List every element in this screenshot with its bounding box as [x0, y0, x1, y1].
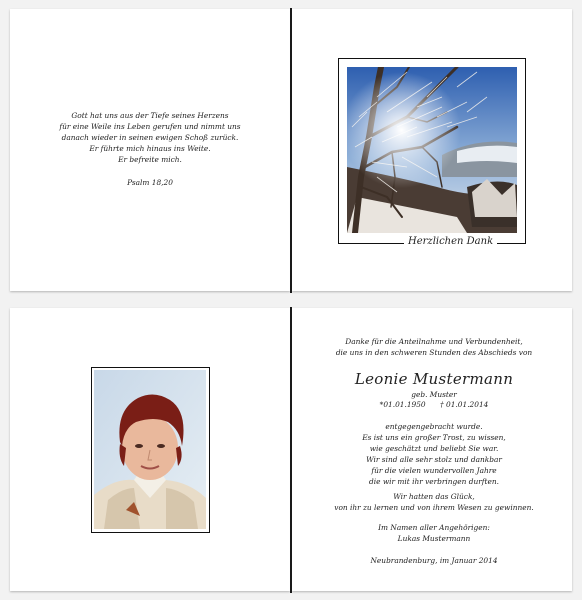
message-line: Es ist uns ein großer Trost, zu wissen,: [362, 433, 506, 442]
message-line: wie geschätzt und beliebt Sie war.: [369, 444, 499, 453]
message-line: entgegengebracht wurde.: [385, 422, 483, 431]
glueck-text: [298, 491, 570, 513]
death-date: † 01.01.2014: [440, 400, 489, 409]
place-date: Neubrandenburg, im Januar 2014: [370, 556, 498, 565]
psalm-text: [10, 110, 290, 188]
thanks-line: die uns in den schweren Stunden des Abschieds von: [335, 348, 533, 357]
thanks-line: Danke für die Anteilnahme und Verbundenheit,: [345, 337, 523, 346]
family-line: Im Namen aller Angehörigen:: [378, 523, 490, 532]
thanks-text: [298, 336, 570, 358]
portrait-photo-frame: [91, 367, 210, 533]
deceased-name: Leonie Mustermann: [354, 370, 514, 388]
fold-line-bottom: [290, 307, 292, 593]
caption-herzlichen-dank: Herzlichen Dank: [404, 236, 497, 247]
psalm-reference: Psalm 18,20: [127, 178, 173, 187]
family-signature: [298, 522, 570, 544]
birth-name: geb. Muster: [411, 390, 457, 399]
psalm-line: Er führte mich hinaus ins Weite.: [89, 144, 211, 153]
message-text: [298, 421, 570, 487]
psalm-line: Er befreite mich.: [118, 155, 182, 164]
message-line: für die vielen wundervollen Jahre: [371, 466, 497, 475]
message-line: Wir sind alle sehr stolz und dankbar: [366, 455, 502, 464]
message-line: die wir mit ihr verbringen durften.: [369, 477, 499, 486]
psalm-line: für eine Weile ins Leben gerufen und nimmt uns: [59, 122, 241, 131]
fold-line-top: [290, 8, 292, 293]
birth-date: *01.01.1950: [379, 400, 426, 409]
landscape-photo-frame: [338, 58, 526, 244]
family-line: Lukas Mustermann: [397, 534, 471, 543]
winter-tree-photo: [347, 67, 517, 233]
life-dates: [298, 400, 570, 409]
glueck-line: von ihr zu lernen und von ihrem Wesen zu gewinnen.: [334, 503, 534, 512]
psalm-line: Gott hat uns aus der Tiefe seines Herzens: [71, 111, 229, 120]
portrait-photo: [94, 370, 206, 529]
psalm-line: danach wieder in seinen ewigen Schoß zurück.: [61, 133, 239, 142]
glueck-line: Wir hatten das Glück,: [393, 492, 475, 501]
